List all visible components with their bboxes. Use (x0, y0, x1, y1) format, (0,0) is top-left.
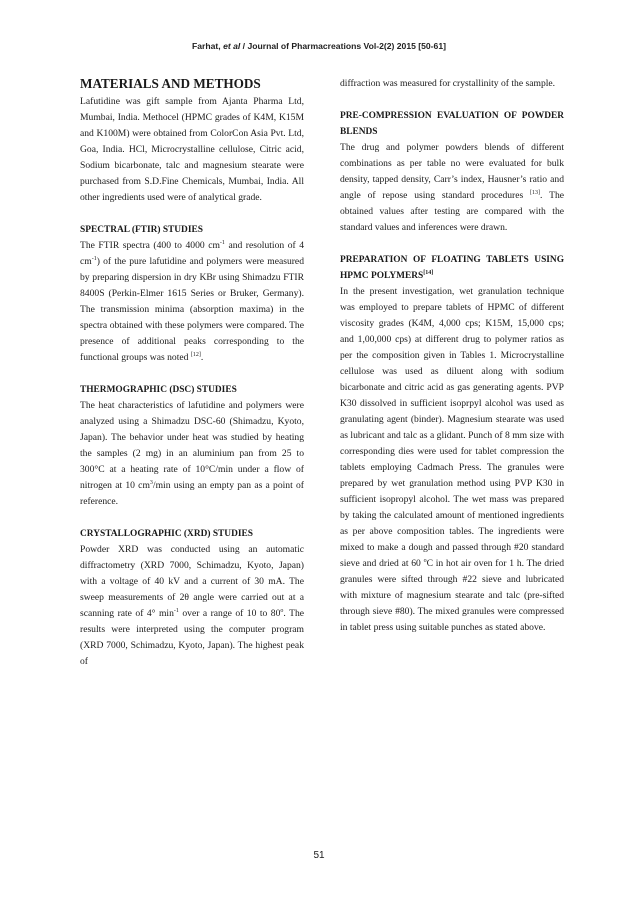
dsc-heading: THERMOGRAPHIC (DSC) STUDIES (80, 385, 237, 395)
pre-compression-heading: PRE-COMPRESSION EVALUATION OF POWDER BLENDS (340, 111, 564, 137)
header-author: Farhat, (192, 41, 221, 51)
xrd-continuation: diffraction was measured for crystallinity of the sample. (340, 78, 556, 89)
xrd-paragraph: Powder XRD was conducted using an automatic diffractometry (XRD 7000, Schimadzu, Kyoto, Japan) with a voltage of 40 kV and a current of 30 mA. The sweep measurements of 2θ angle were carried out at a scanning rate of 4° $\min^{-1}$ over a range of 10 to 80$^o$. The results were interpreted using the computer program (XRD 7000, Schimadzu, Kyoto, Japan). The highest peak of (80, 544, 304, 667)
preparation-heading: PREPARATION OF FLOATING TABLETS USING HPMC POLYMERS[14] (340, 255, 564, 281)
ftir-heading: SPECTRAL (FTIR) STUDIES (80, 225, 203, 235)
page-number: 51 (313, 850, 325, 861)
ftir-paragraph: The FTIR spectra (400 to 4000 $cm^{-1}$ and resolution of 4 $cm^{-1}$) of the pure lafutidine and polymers were measured by preparing dispersion in dry KBr using Shimadzu FTIR 8400S (Perkin-Elmer 1615 Series or Bruker, Germany). The transmission minima (absorption maxima) in the spectra obtained with these polymers were compared. The presence of additional peaks corresponding to the functional groups was noted [12]. (80, 239, 304, 363)
citation-12: [12] (190, 351, 201, 358)
right-column (340, 76, 564, 636)
dsc-paragraph: The heat characteristics of lafutidine and polymers were analyzed using a Shimadzu DSC-60 (Shimadzu, Kyoto, Japan). The behavior under heat was studied by heating the samples (2 mg) in an aluminium pan from 25 to 300°C at a heating rate of 10°C/min under a flow of nitrogen at 10 $cm^3/\min$ using an empty pan as a point of reference. (80, 400, 304, 507)
pre-compression-paragraph: The drug and polymer powders blends of different combinations as per table no were evaluated for bulk density, tapped density, Carr’s index, Hausner’s ratio and angle of repose using standard procedures [13]. The obtained values after testing are compared with the standard values and inferences were drawn. (340, 142, 564, 233)
materials-methods-heading: MATERIALS AND METHODS (80, 76, 261, 91)
left-column (80, 76, 304, 670)
header-etal: et al (223, 41, 241, 51)
preparation-paragraph: In the present investigation, wet granulation technique was employed to prepare tablets of HPMC of different viscosity grades (K4M, 4,000 cps; K15M, 15,000 cps; and 1,00,000 cps) at different drug to polymer ratios as per the composition given in Tables 1. Microcrystalline cellulose was used as diluent along with sodium bicarbonate and citric acid as gas generating agents. PVP K30 dissolved in sufficient isoprpyl alcohol was used as granulating agent (binder). Magnesium stearate was used as lubricant and talc as a glidant. Punch of 8 mm size with corresponding dies were used for tablet compression the tablets employing Cadmach Press. The granules were prepared by wet granulation method using PVP K30 in sufficient isopropyl alcohol. The wet mass was prepared by taking the calculated amount of mentioned ingredients as per above composition tables. The ingredients were mixed to make a dough and passed through #20 standard sieve and dried at 60 $^o$C in hot air oven for 1 h. The dried granules were sifted through #22 sieve and lubricated with mixture of magnesium stearate and talc (pre-sifted through sieve #80). The mixed granules were compressed in tablet press using suitable punches as stated above. (340, 286, 564, 633)
materials-paragraph: Lafutidine was gift sample from Ajanta Pharma Ltd, Mumbai, India. Methocel (HPMC grades of K4M, K15M and K100M) were obtained from ColorCon Asia Pvt. Ltd, Goa, India. HCl, Microcrystalline cellulose, Citric acid, Sodium bicarbonate, talc and magnesium stearate were purchased from S.D.Fine Chemicals, Mumbai, India. All other ingredients used were of analytical grade. (80, 96, 304, 203)
running-header (0, 41, 638, 51)
header-journal: / Journal of Pharmacreations Vol-2(2) 2015 [50-61] (242, 41, 446, 51)
xrd-heading: CRYSTALLOGRAPHIC (XRD) STUDIES (80, 529, 253, 539)
citation-14: [14] (423, 269, 434, 276)
citation-13: [13] (530, 189, 541, 196)
